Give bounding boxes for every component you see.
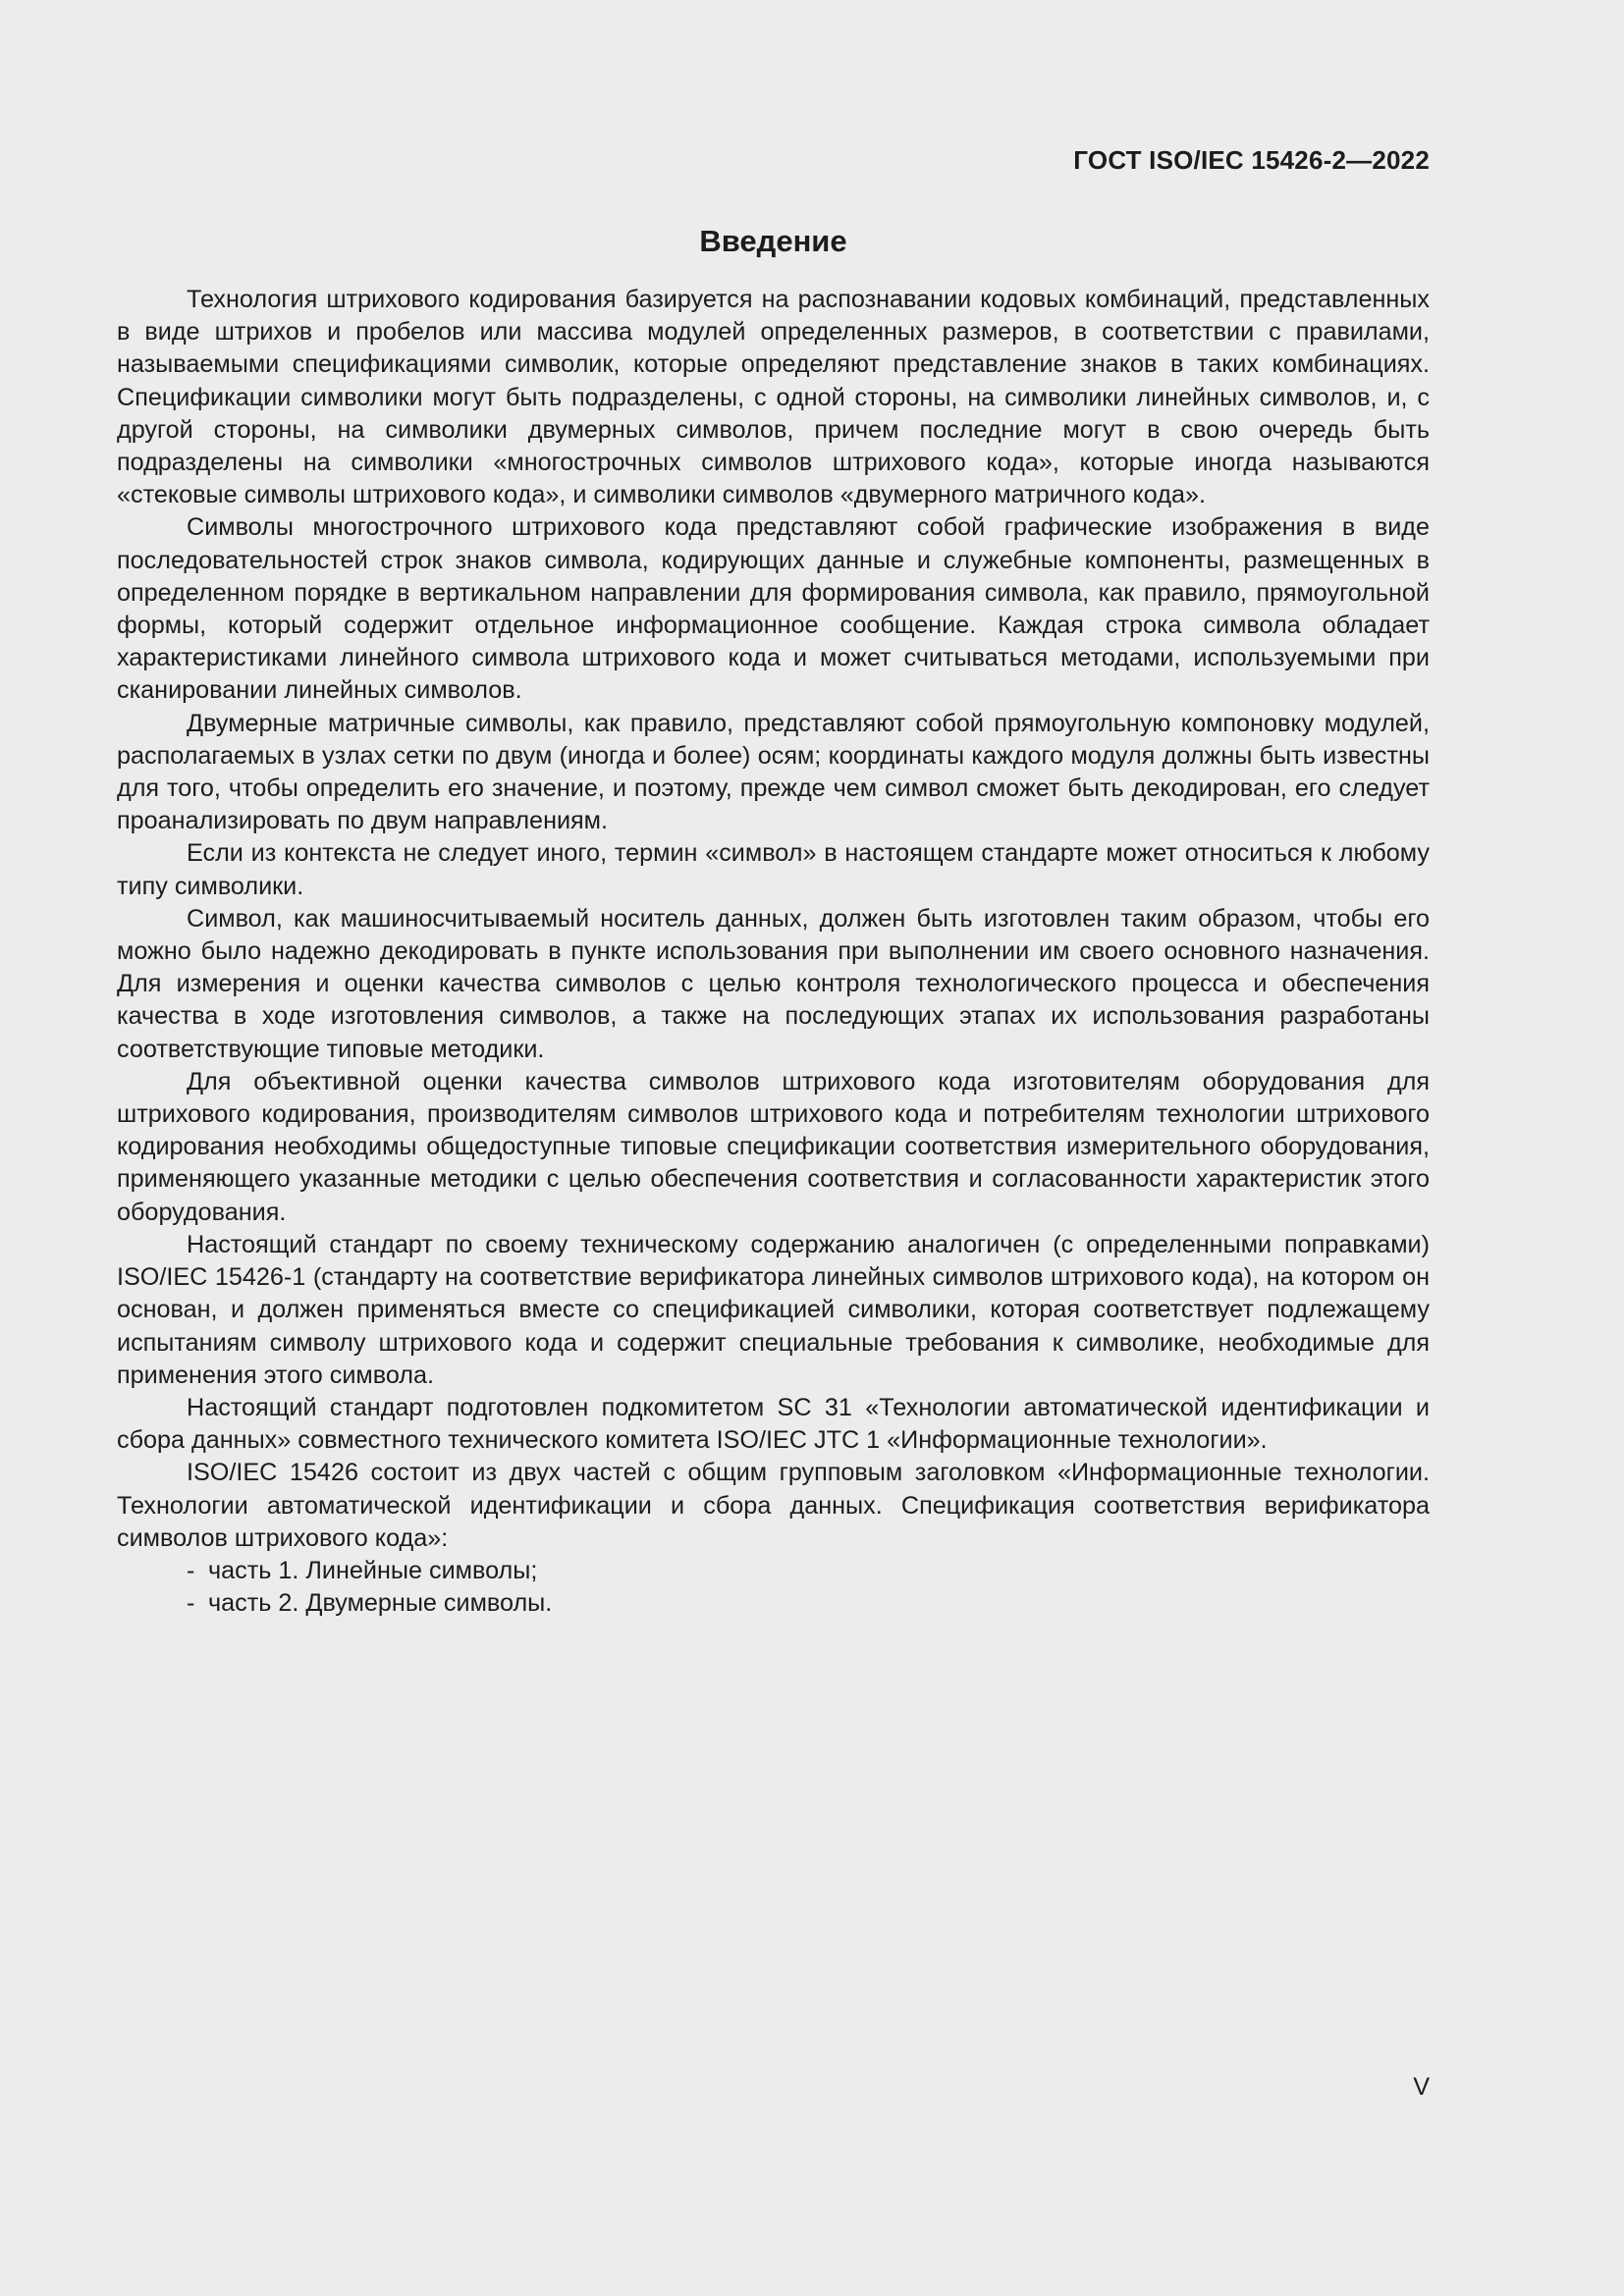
paragraph: ISO/IEC 15426 состоит из двух частей с общим групповым заголовком «Информационные технологии. Технологии автоматической идентификации и сбора данных. Спецификация соответствия верификатора символов штрихового кода»: — [117, 1459, 1430, 1552]
list-item-text: часть 1. Линейные символы; — [208, 1556, 538, 1584]
paragraph: Если из контекста не следует иного, термин «символ» в настоящем стандарте может относиться к любому типу символики. — [117, 839, 1430, 900]
paragraph: Технология штрихового кодирования базируется на распознавании кодовых комбинаций, представленных в виде штрихов и пробелов или массива модулей определенных размеров, в соответствии с правилами, называемыми спецификациями символик, которые определяют представление знаков в таких комбинациях. Спецификации символики могут быть подразделены, с одной стороны, на символики линейных символов, и, с другой стороны, на символики двумерных символов, причем последние могут в свою очередь быть подразделены на символики «многострочных символов штрихового кода», которые иногда называются «стековые символы штрихового кода», и символики символов «двумерного матричного кода». — [117, 286, 1430, 509]
paragraph: Символ, как машиносчитываемый носитель данных, должен быть изготовлен таким образом, чтобы его можно было надежно декодировать в пункте использования при выполнении им своего основного назначения. Для измерения и оценки качества символов с целью контроля технологического процесса и обеспечения качества в ходе изготовления символов, а также на последующих этапах их использования разработаны соответствующие типовые методики. — [117, 904, 1430, 1063]
list-item — [117, 1587, 1430, 1620]
paragraph: Для объективной оценки качества символов штрихового кода изготовителям оборудования для штрихового кодирования, производителям символов штрихового кода и потребителям технологии штрихового кодирования необходимы общедоступные типовые спецификации соответствия измерительного оборудования, применяющего указанные методики с целью обеспечения соответствия и согласованности характеристик этого оборудования. — [117, 1067, 1430, 1226]
list-item — [117, 1555, 1430, 1587]
list-bullet: - — [187, 1556, 195, 1584]
paragraph: Символы многострочного штрихового кода представляют собой графические изображения в виде последовательностей строк знаков символа, кодирующих данные и служебные компоненты, размещенных в определенном порядке в вертикальном направлении для формирования символа, как правило, прямоугольной формы, который содержит отдельное информационное сообщение. Каждая строка символа обладает характеристиками линейного символа штрихового кода и может считываться методами, используемыми при сканировании линейных символов. — [117, 513, 1430, 705]
parts-list — [117, 1555, 1430, 1620]
paragraph: Настоящий стандарт по своему техническому содержанию аналогичен (с определенными поправками) ISO/IEC 15426-1 (стандарту на соответствие верификатора линейных символов штрихового кода), на котором он основан, и должен применяться вместе со спецификацией символики, которая соответствует подлежащему испытаниям символу штрихового кода и содержит специальные требования к символике, необходимые для применения этого символа. — [117, 1230, 1430, 1389]
list-item-text: часть 2. Двумерные символы. — [208, 1589, 553, 1618]
list-bullet: - — [187, 1589, 195, 1618]
document-body — [117, 284, 1430, 1620]
paragraph: Настоящий стандарт подготовлен подкомитетом SC 31 «Технологии автоматической идентификации и сбора данных» совместного технического комитета ISO/IEC JTC 1 «Информационные технологии». — [117, 1393, 1430, 1455]
section-title: Введение — [699, 224, 847, 258]
page-number: V — [1413, 2073, 1430, 2101]
document-header-standard-id: ГОСТ ISO/IEC 15426-2—2022 — [1073, 145, 1430, 175]
paragraph: Двумерные матричные символы, как правило, представляют собой прямоугольную компоновку модулей, располагаемых в узлах сетки по двум (иногда и более) осям; координаты каждого модуля должны быть известны для того, чтобы определить его значение, и поэтому, прежде чем символ сможет быть декодирован, его следует проанализировать по двум направлениям. — [117, 709, 1430, 835]
